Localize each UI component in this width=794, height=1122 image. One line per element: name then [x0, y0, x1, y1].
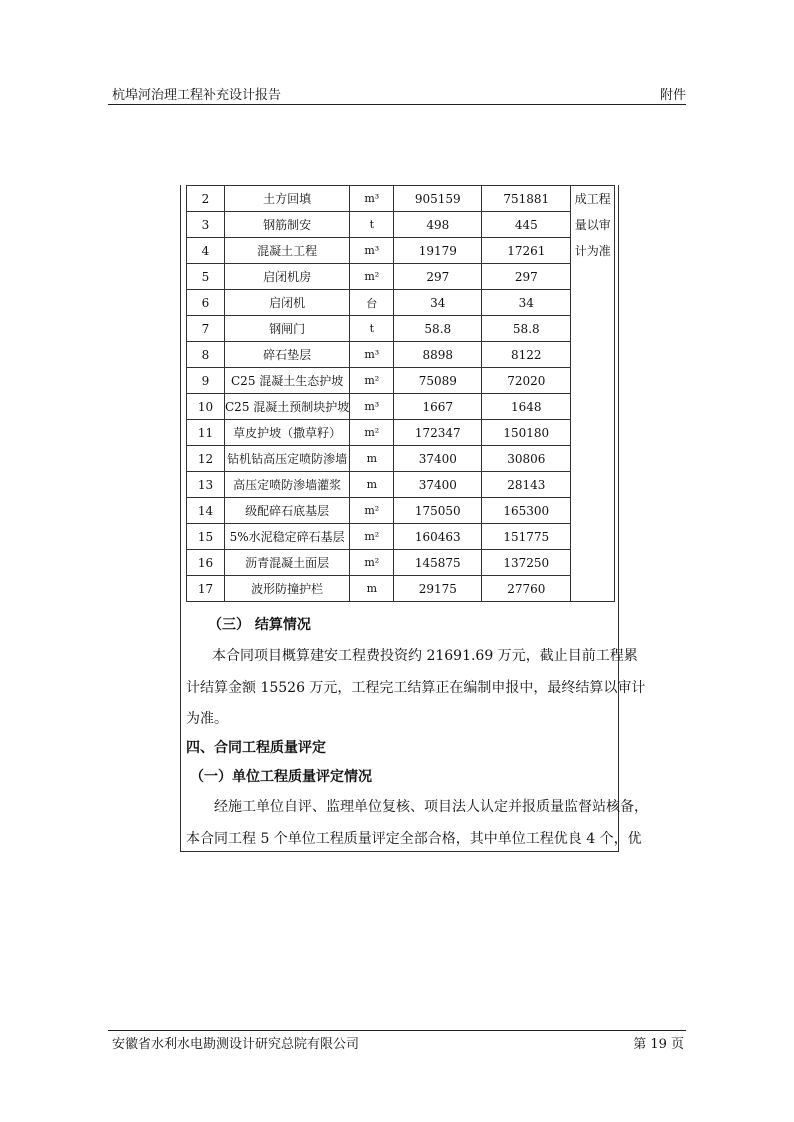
table-row: [187, 342, 615, 368]
table-row: [187, 524, 615, 550]
unit-cell: m³: [350, 394, 394, 420]
remark-line: 成工程: [574, 192, 611, 206]
quantity-a-cell: 19179: [394, 238, 482, 264]
row-number-cell: 3: [187, 212, 225, 238]
row-number-cell: 16: [187, 550, 225, 576]
row-number-cell: 9: [187, 368, 225, 394]
unit-cell: t: [350, 212, 394, 238]
remark-cell: [571, 186, 615, 602]
page-number: 第 19 页: [633, 1037, 684, 1052]
item-name-cell: C25 混凝土生态护坡: [225, 368, 350, 394]
quantity-a-cell: 145875: [394, 550, 482, 576]
remark-line: 量以审: [574, 218, 611, 232]
unit-cell: m²: [350, 368, 394, 394]
section-heading-settlement: （三） 结算情况: [208, 617, 311, 633]
item-name-cell: 高压定喷防渗墙灌浆: [225, 472, 350, 498]
unit-cell: m: [350, 576, 394, 602]
quantity-table-body: [187, 186, 615, 602]
unit-cell: t: [350, 316, 394, 342]
quantity-b-cell: 151775: [482, 524, 571, 550]
table-row: [187, 446, 615, 472]
section-heading-quality: 四、合同工程质量评定: [186, 740, 326, 756]
quantity-a-cell: 37400: [394, 446, 482, 472]
item-name-cell: 沥青混凝土面层: [225, 550, 350, 576]
row-number-cell: 7: [187, 316, 225, 342]
row-number-cell: 5: [187, 264, 225, 290]
table-row: [187, 316, 615, 342]
quantity-a-cell: 1667: [394, 394, 482, 420]
row-number-cell: 14: [187, 498, 225, 524]
paragraph-line: 经施工单位自评、监理单位复核、项目法人认定并报质量监督站核备，: [214, 799, 648, 815]
unit-cell: m: [350, 446, 394, 472]
quantity-b-cell: 297: [482, 264, 571, 290]
row-number-cell: 17: [187, 576, 225, 602]
item-name-cell: C25 混凝土预制块护坡: [225, 394, 350, 420]
item-name-cell: 5%水泥稳定碎石基层: [225, 524, 350, 550]
quantity-b-cell: 17261: [482, 238, 571, 264]
table-row: [187, 472, 615, 498]
remark-line: 计为准: [574, 244, 611, 258]
paragraph-line: 本合同项目概算建安工程费投资约 21691.69 万元，截止目前工程累: [212, 648, 638, 664]
quantity-table: [186, 185, 615, 602]
quantity-b-cell: 72020: [482, 368, 571, 394]
quantity-b-cell: 30806: [482, 446, 571, 472]
quantity-b-cell: 751881: [482, 186, 571, 212]
header-rule: [108, 104, 686, 105]
unit-cell: m²: [350, 550, 394, 576]
row-number-cell: 12: [187, 446, 225, 472]
quantity-a-cell: 37400: [394, 472, 482, 498]
unit-cell: m³: [350, 238, 394, 264]
item-name-cell: 钻机钻高压定喷防渗墙: [225, 446, 350, 472]
footer-rule: [108, 1030, 686, 1031]
quantity-b-cell: 58.8: [482, 316, 571, 342]
item-name-cell: 钢筋制安: [225, 212, 350, 238]
unit-cell: 台: [350, 290, 394, 316]
quantity-a-cell: 29175: [394, 576, 482, 602]
row-number-cell: 8: [187, 342, 225, 368]
unit-cell: m²: [350, 264, 394, 290]
item-name-cell: 启闭机: [225, 290, 350, 316]
item-name-cell: 钢闸门: [225, 316, 350, 342]
quantity-a-cell: 498: [394, 212, 482, 238]
quantity-b-cell: 34: [482, 290, 571, 316]
quantity-a-cell: 75089: [394, 368, 482, 394]
footer-company: 安徽省水利水电勘测设计研究总院有限公司: [112, 1037, 360, 1052]
paragraph-line: 本合同工程 5 个单位工程质量评定全部合格，其中单位工程优良 4 个，优: [186, 831, 642, 847]
quantity-a-cell: 58.8: [394, 316, 482, 342]
quantity-b-cell: 8122: [482, 342, 571, 368]
table-row: [187, 576, 615, 602]
paragraph-line: 计结算金额 15526 万元，工程完工结算正在编制申报中，最终结算以审计: [186, 680, 646, 696]
table-row: [187, 368, 615, 394]
quantity-a-cell: 172347: [394, 420, 482, 446]
table-row: [187, 290, 615, 316]
row-number-cell: 15: [187, 524, 225, 550]
quantity-a-cell: 175050: [394, 498, 482, 524]
quantity-a-cell: 160463: [394, 524, 482, 550]
table-row: [187, 186, 615, 212]
unit-cell: m²: [350, 420, 394, 446]
row-number-cell: 10: [187, 394, 225, 420]
header-attachment-label: 附件: [659, 88, 686, 103]
quantity-b-cell: 137250: [482, 550, 571, 576]
row-number-cell: 2: [187, 186, 225, 212]
unit-cell: m: [350, 472, 394, 498]
table-row: [187, 212, 615, 238]
unit-cell: m³: [350, 342, 394, 368]
quantity-a-cell: 905159: [394, 186, 482, 212]
item-name-cell: 波形防撞护栏: [225, 576, 350, 602]
unit-cell: m²: [350, 498, 394, 524]
header-title: 杭埠河治理工程补充设计报告: [112, 88, 282, 103]
item-name-cell: 土方回填: [225, 186, 350, 212]
unit-cell: m³: [350, 186, 394, 212]
quantity-b-cell: 1648: [482, 394, 571, 420]
row-number-cell: 11: [187, 420, 225, 446]
quantity-b-cell: 165300: [482, 498, 571, 524]
table-row: [187, 498, 615, 524]
unit-cell: m²: [350, 524, 394, 550]
quantity-a-cell: 8898: [394, 342, 482, 368]
row-number-cell: 4: [187, 238, 225, 264]
item-name-cell: 草皮护坡（撒草籽）: [225, 420, 350, 446]
item-name-cell: 启闭机房: [225, 264, 350, 290]
paragraph-line: 为准。: [186, 711, 228, 727]
quantity-b-cell: 27760: [482, 576, 571, 602]
quantity-a-cell: 34: [394, 290, 482, 316]
table-row: [187, 394, 615, 420]
quantity-b-cell: 150180: [482, 420, 571, 446]
table-row: [187, 238, 615, 264]
item-name-cell: 级配碎石底基层: [225, 498, 350, 524]
quantity-a-cell: 297: [394, 264, 482, 290]
table-row: [187, 420, 615, 446]
quantity-b-cell: 445: [482, 212, 571, 238]
subsection-heading-unit-quality: （一）单位工程质量评定情况: [190, 769, 372, 785]
item-name-cell: 混凝土工程: [225, 238, 350, 264]
row-number-cell: 13: [187, 472, 225, 498]
item-name-cell: 碎石垫层: [225, 342, 350, 368]
quantity-b-cell: 28143: [482, 472, 571, 498]
row-number-cell: 6: [187, 290, 225, 316]
table-row: [187, 264, 615, 290]
table-row: [187, 550, 615, 576]
